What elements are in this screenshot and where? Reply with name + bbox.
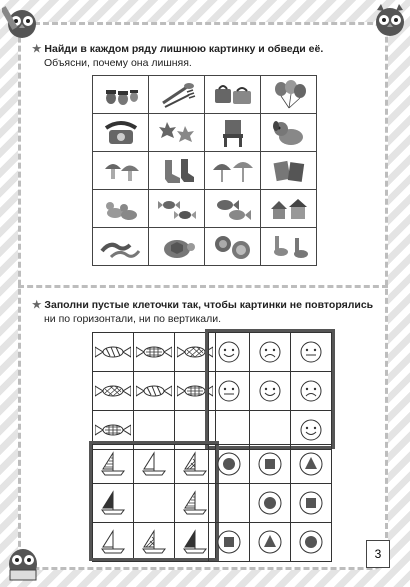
triangle-in-circle-icon [250,523,291,562]
task-2-instruction [32,298,382,326]
boat-striped-icon [93,445,134,484]
telephone-icon[interactable] [93,114,149,152]
boat-white-icon [134,445,175,484]
happy-face-icon [250,372,291,411]
candy-stripe-icon [134,372,175,411]
square-in-circle-icon [250,445,291,484]
fish-icon[interactable] [205,190,261,228]
boat-white-icon [93,523,134,562]
acorns-icon[interactable] [93,76,149,114]
star-icon: ★ [32,43,42,55]
turtle-icon[interactable] [149,228,205,266]
candies-icon[interactable] [149,190,205,228]
candy-stripe-icon [93,333,134,372]
owl-book-icon [4,544,42,584]
face-sudoku-grid [208,332,332,446]
page-number: 3 [366,540,390,568]
chair-icon[interactable] [205,114,261,152]
square-in-circle-icon [209,523,250,562]
circle-in-circle-icon [291,523,332,562]
bags-icon[interactable] [205,76,261,114]
neutral-face-icon [291,333,332,372]
owl-icon [372,2,408,38]
boat-hatched-icon [134,523,175,562]
lions-icon[interactable] [205,228,261,266]
owl-pencil-icon [2,2,42,40]
task-2-line-1: Заполни пустые клеточки так, чтобы картинки не повторялись [44,299,374,311]
umbrellas-icon[interactable] [205,152,261,190]
empty-cell[interactable] [209,484,250,523]
star-icon: ★ [32,299,42,311]
balloons-icon[interactable] [261,76,317,114]
task-1-instruction [32,42,382,70]
neutral-face-icon [209,372,250,411]
candy-check-icon [134,333,175,372]
circle-in-circle-icon [250,484,291,523]
socks-icon[interactable] [149,152,205,190]
candy-hatch-icon [93,372,134,411]
task-1-line-1: Найди в каждом ряду лишнюю картинку и обведи её. [44,43,324,55]
odd-one-out-grid [92,75,317,266]
maple-leaves-icon[interactable] [149,114,205,152]
empty-cell[interactable] [134,484,175,523]
sad-face-icon [291,372,332,411]
spoon-fork-icon[interactable] [149,76,205,114]
sad-face-icon [250,333,291,372]
lizards-icon[interactable] [93,228,149,266]
houses-icon[interactable] [261,190,317,228]
happy-face-icon [209,333,250,372]
mushrooms-icon[interactable] [93,152,149,190]
giraffes-icon[interactable] [261,228,317,266]
section-divider [18,285,388,288]
boat-dark-icon [93,484,134,523]
circle-in-circle-icon [209,445,250,484]
task-1-line-2: Объясни, почему она лишняя. [44,57,192,69]
task-2-line-2: ни по горизонтали, ни по вертикали. [44,313,222,325]
ducks-icon[interactable] [93,190,149,228]
dog-icon[interactable] [261,114,317,152]
triangle-in-circle-icon [291,445,332,484]
boat-sudoku-grid [92,444,216,558]
books-icon[interactable] [261,152,317,190]
shape-sudoku-grid [208,444,332,558]
square-in-circle-icon [291,484,332,523]
candy-sudoku-grid [92,332,216,446]
